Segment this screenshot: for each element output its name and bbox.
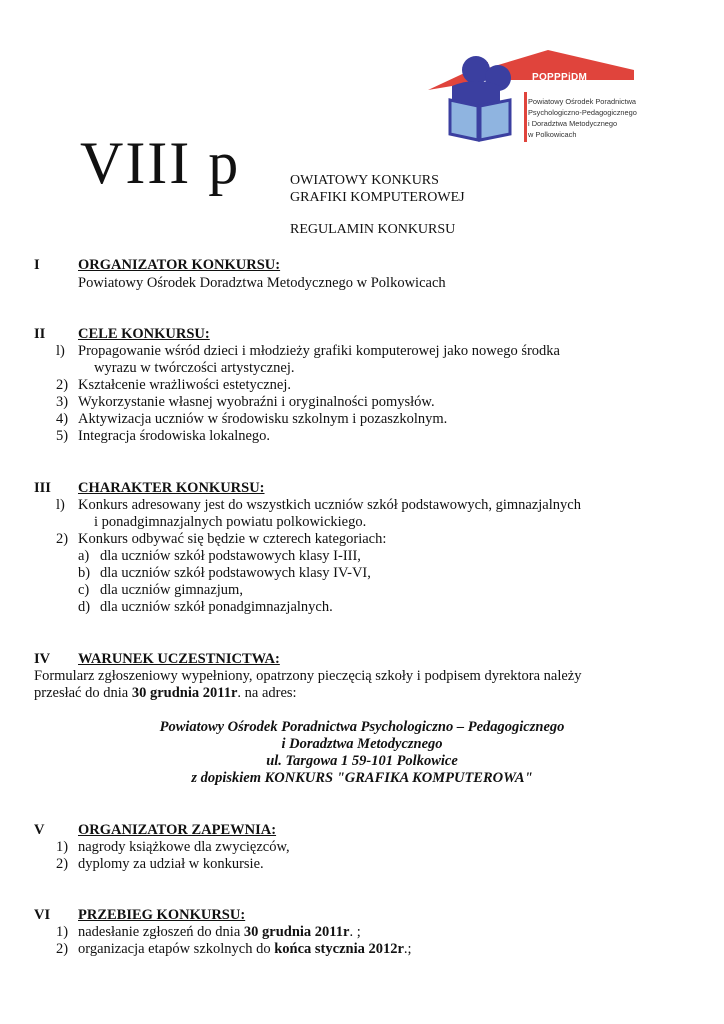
list-number: 3) — [56, 394, 69, 410]
sublist-item: dla uczniów szkół ponadgimnazjalnych. — [100, 599, 333, 615]
text-run: . na adres: — [237, 685, 297, 701]
list-item: nagrody książkowe dla zwycięzców, — [78, 839, 290, 855]
title-big: VIII p — [80, 130, 241, 196]
list-item: Konkurs adresowany jest do wszystkich uczniów szkół podstawowych, gimnazjalnych — [78, 497, 581, 513]
list-item-cont: i ponadgimnazjalnych powiatu polkowickiego. — [94, 514, 367, 530]
deadline-date: końca stycznia 2012r — [274, 941, 404, 957]
list-item: Aktywizacja uczniów w środowisku szkolnym i pozaszkolnym. — [78, 411, 448, 427]
text-run: nadesłanie zgłoszeń do dnia — [78, 924, 244, 940]
deadline-date: 30 grudnia 2011r — [243, 924, 350, 940]
logo-caption-line: Psychologiczno-Pedagogicznego — [528, 108, 637, 117]
section-number: I — [34, 257, 40, 273]
sublist-item: dla uczniów gimnazjum, — [100, 582, 243, 598]
section-text: Formularz zgłoszeniowy wypełniony, opatrzony pieczęcią szkoły i podpisem dyrektora należy — [34, 668, 582, 684]
title-line-1: OWIATOWY KONKURS — [290, 173, 439, 188]
sublist-item: dla uczniów szkół podstawowych klasy IV-VI, — [100, 565, 371, 581]
list-item: Wykorzystanie własnej wyobraźni i oryginalności pomysłów. — [78, 394, 435, 410]
title-rest — [290, 172, 465, 206]
list-item: dyplomy za udział w konkursie. — [78, 856, 264, 872]
list-item — [78, 924, 361, 941]
list-number: 5) — [56, 428, 69, 444]
address-line: i Doradztwa Metodycznego — [281, 736, 443, 752]
text-run: przesłać do dnia — [34, 685, 132, 701]
text-run: organizacja etapów szkolnych do — [78, 941, 275, 957]
deadline-date: 30 grudnia 2011r — [131, 685, 238, 701]
logo-divider — [524, 92, 527, 142]
list-item: Integracja środowiska lokalnego. — [78, 428, 271, 444]
subtitle: REGULAMIN KONKURSU — [290, 222, 456, 237]
address-line: z dopiskiem KONKURS "GRAFIKA KOMPUTEROWA" — [191, 770, 533, 786]
section-number: II — [34, 326, 46, 342]
section-heading: WARUNEK UCZESTNICTWA: — [78, 651, 280, 667]
address-line: Powiatowy Ośrodek Poradnictwa Psychologiczno – Pedagogicznego — [159, 719, 565, 735]
section-heading: ORGANIZATOR KONKURSU: — [78, 257, 281, 273]
section-number: V — [34, 822, 45, 838]
list-item: Propagowanie wśród dzieci i młodzieży grafiki komputerowej jako nowego środka — [78, 343, 560, 359]
list-item: Kształcenie wrażliwości estetycznej. — [78, 377, 291, 393]
list-number: 2) — [56, 531, 69, 547]
logo-caption-line: w Polkowicach — [528, 130, 577, 139]
logo-caption — [528, 96, 637, 140]
section-heading: CHARAKTER KONKURSU: — [78, 480, 265, 496]
title-line-2: GRAFIKI KOMPUTEROWEJ — [290, 190, 465, 205]
section-number: VI — [34, 907, 51, 923]
list-number: l) — [56, 343, 65, 359]
list-number: 2) — [56, 377, 69, 393]
logo-book-right — [480, 100, 510, 140]
sublist-item: dla uczniów szkół podstawowych klasy I-III, — [100, 548, 361, 564]
section-heading: ORGANIZATOR ZAPEWNIA: — [78, 822, 277, 838]
list-number: 2) — [56, 856, 69, 872]
list-number: l) — [56, 497, 65, 513]
list-number: 2) — [56, 941, 69, 957]
address-line: ul. Targowa 1 59-101 Polkowice — [266, 753, 458, 769]
list-item-cont: wyrazu w twórczości artystycznej. — [94, 360, 295, 376]
list-number: 4) — [56, 411, 69, 427]
list-number: 1) — [56, 839, 69, 855]
section-heading: CELE KONKURSU: — [78, 326, 210, 342]
section-number: IV — [34, 651, 51, 667]
text-run: . ; — [349, 924, 361, 940]
logo-book-left — [450, 100, 478, 140]
section-text: Powiatowy Ośrodek Doradztwa Metodycznego w Polkowicach — [78, 275, 446, 291]
section-text — [34, 685, 297, 702]
section-heading: PRZEBIEG KONKURSU: — [78, 907, 246, 923]
text-run: .; — [403, 941, 412, 957]
logo-caption-line: i Doradztwa Metodycznego — [528, 119, 618, 128]
logo-caption-line: Powiatowy Ośrodek Poradnictwa — [528, 97, 637, 106]
list-item: Konkurs odbywać się będzie w czterech kategoriach: — [78, 531, 387, 547]
list-number: 1) — [56, 924, 69, 940]
sublist-letter: a) — [78, 548, 90, 564]
list-item — [78, 941, 412, 958]
sublist-letter: d) — [78, 599, 91, 615]
sublist-letter: b) — [78, 565, 91, 581]
sublist-letter: c) — [78, 582, 90, 598]
section-number: III — [34, 480, 51, 496]
logo-brand: POPPPiDM — [532, 72, 588, 83]
